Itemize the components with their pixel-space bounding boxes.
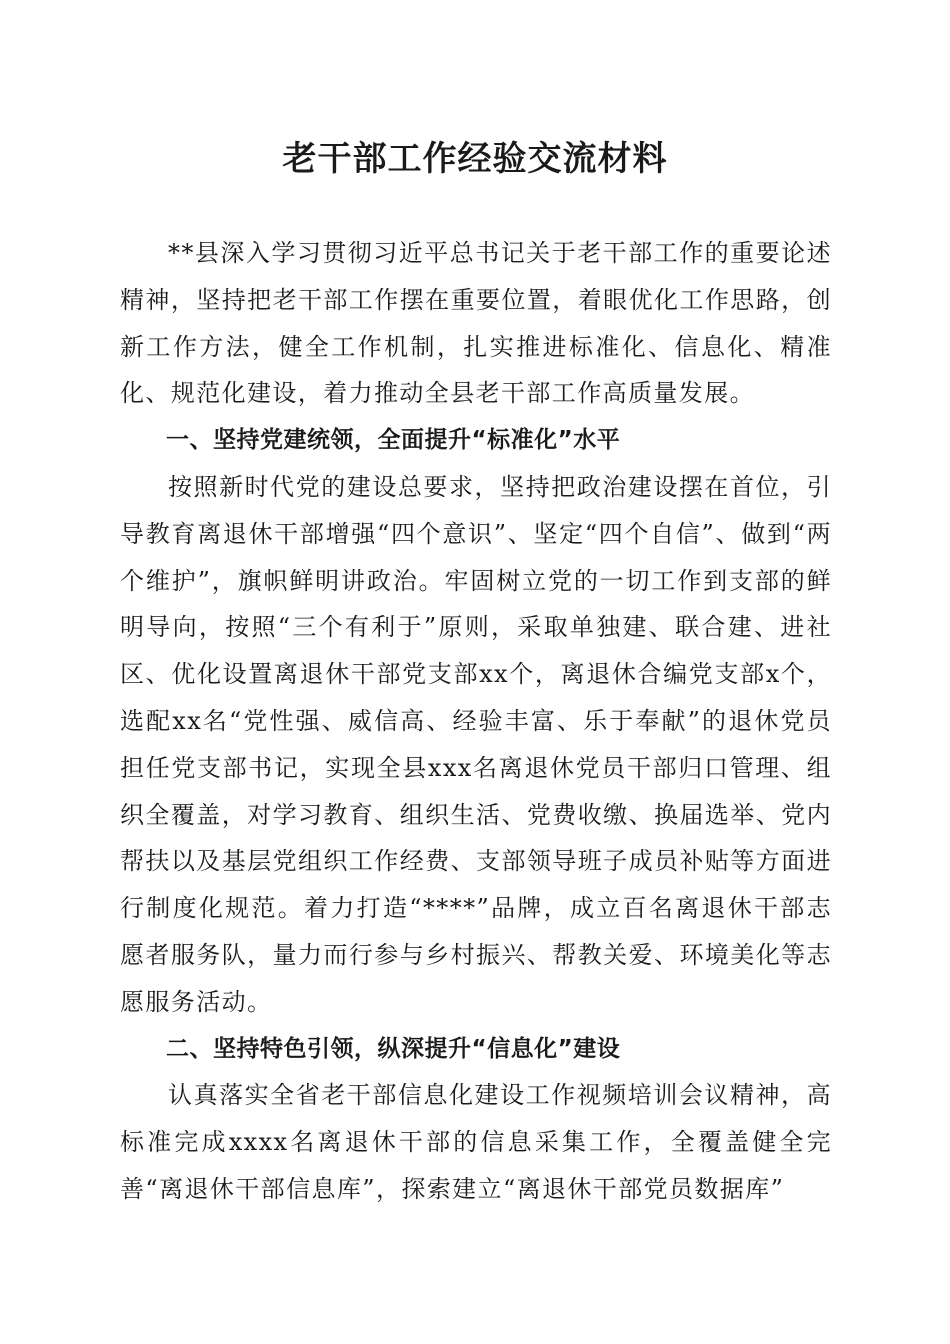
document-title: 老干部工作经验交流材料 [282,139,668,179]
section-heading: 一、坚持党建统领，全面提升“标准化”水平 [166,427,621,454]
intro-paragraph: **县深入学习贯彻习近平总书记关于老干部工作的重要论述精神，坚持把老干部工作摆在重要位置，着眼优化工作思路，创新工作方法，健全工作机制，扎实推进标准化、信息化、精准化、规范化建设，着力推动全县老干部工作高质量发展。 [120,239,832,408]
section-paragraph: 认真落实全省老干部信息化建设工作视频培训会议精神，高标准完成xxxx名离退休干部的信息采集工作，全覆盖健全完善“离退休干部信息库”，探索建立“离退休干部党员数据库” [120,1081,832,1203]
section-paragraph: 按照新时代党的建设总要求，坚持把政治建设摆在首位，引导教育离退休干部增强“四个意识”、坚定“四个自信”、做到“两个维护”，旗帜鲜明讲政治。牢固树立党的一切工作到支部的鲜明导向，按照“三个有利于”原则，采取单独建、联合建、进社区、优化设置离退休干部党支部xx个，离退休合编党支部x个，选配xx名“党性强、威信高、经验丰富、乐于奉献”的退休党员担任党支部书记，实现全县xxx名离退休党员干部归口管理、组织全覆盖，对学习教育、组织生活、党费收缴、换届选举、党内帮扶以及基层党组织工作经费、支部领导班子成员补贴等方面进行制度化规范。着力打造“****”品牌，成立百名离退休干部志愿者服务队，量力而行参与乡村振兴、帮教关爱、环境美化等志愿服务活动。 [120,472,832,1016]
document-body [120,230,832,1213]
section-heading: 二、坚持特色引领，纵深提升“信息化”建设 [166,1035,621,1062]
